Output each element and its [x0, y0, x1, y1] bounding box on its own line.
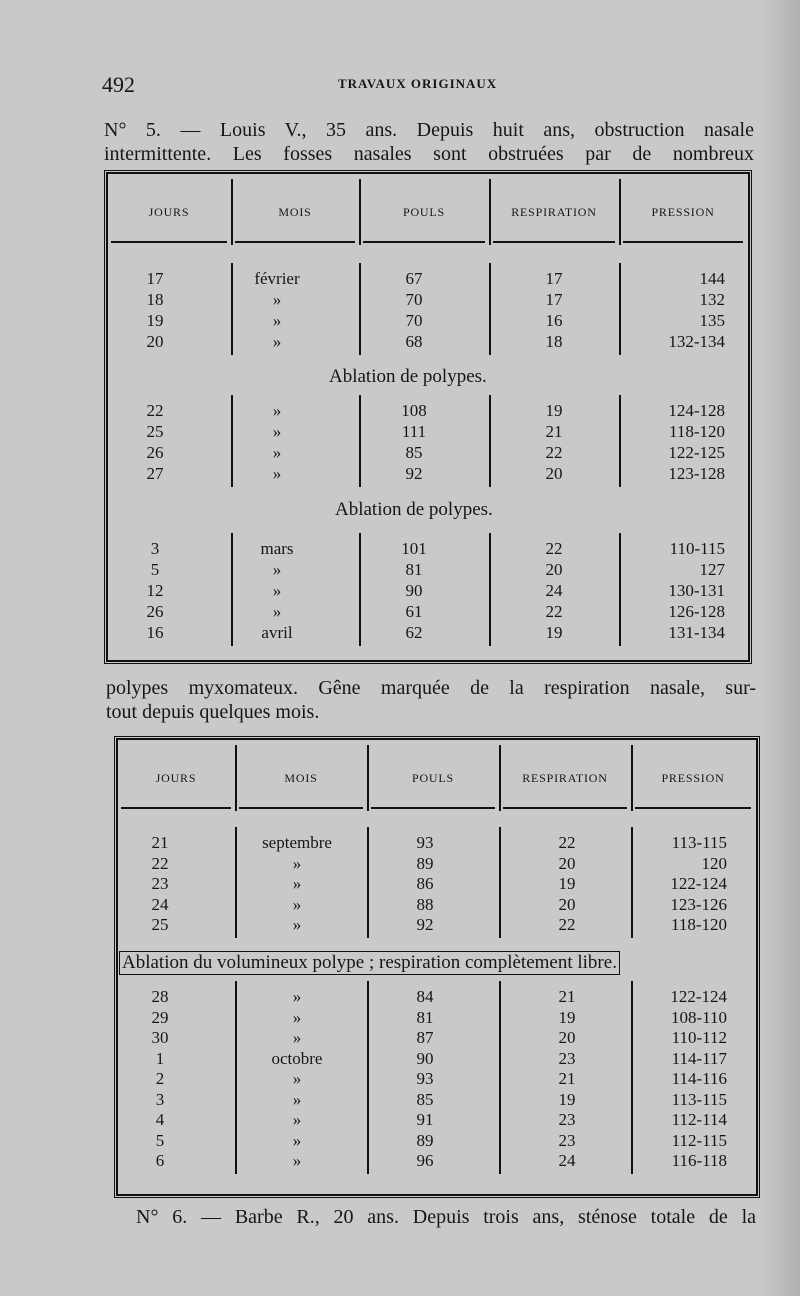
cell-day: 28 [151, 987, 169, 1006]
cell-pressure: 122-124 [670, 874, 727, 893]
cell-pressure: 135 [699, 311, 725, 330]
cell-respiration: 21 [558, 1069, 576, 1088]
cell-respiration: 19 [545, 401, 563, 420]
cell-pulse: 92 [405, 464, 423, 483]
cell-month: février [254, 269, 300, 288]
cell-pulse: 92 [416, 915, 434, 934]
cell-pressure: 113-115 [671, 1089, 727, 1109]
cell-pulse: 96 [416, 1151, 434, 1170]
cell-month: » [292, 853, 302, 873]
cell-month: » [272, 464, 282, 483]
text-line: N° 5. — Louis V., 35 ans. Depuis huit ans, obstruction nasale [104, 119, 754, 141]
table-row [117, 1090, 757, 1110]
cell-respiration: 24 [545, 581, 563, 600]
cell-day: 26 [146, 443, 164, 462]
cell-respiration: 21 [545, 422, 563, 441]
cell-pressure: 108-110 [670, 1007, 727, 1027]
column-separator [231, 179, 233, 245]
cell-month: » [272, 560, 282, 579]
cell-month: » [292, 1069, 302, 1088]
cell-month: septembre [262, 833, 332, 852]
table-row [107, 401, 749, 421]
column-header-jours: JOURS [148, 205, 190, 219]
cell-pressure: 112-115 [671, 1130, 727, 1150]
cell-pulse: 70 [405, 290, 423, 309]
cell-respiration: 22 [558, 915, 576, 934]
table-row [107, 311, 749, 331]
cell-month: » [272, 311, 282, 330]
header-rule [235, 241, 355, 243]
cell-pulse: 90 [405, 581, 423, 600]
table-row [117, 987, 757, 1007]
column-header-jours: JOURS [155, 771, 197, 785]
cell-pulse: 108 [401, 401, 427, 420]
page-edge-shadow [760, 0, 800, 1296]
cell-day: 29 [151, 1007, 169, 1027]
cell-respiration: 20 [558, 894, 576, 914]
cell-pressure: 122-124 [670, 987, 727, 1006]
cell-month: » [272, 332, 282, 351]
cell-pulse: 85 [416, 1089, 434, 1109]
header-rule [493, 241, 615, 243]
cell-day: 20 [146, 332, 164, 351]
cell-respiration: 17 [545, 269, 563, 288]
table-row [117, 1110, 757, 1130]
table-row [107, 623, 749, 643]
cell-respiration: 23 [558, 1048, 576, 1068]
cell-pressure: 132-134 [668, 332, 725, 351]
cell-pulse: 88 [416, 894, 434, 914]
cell-respiration: 20 [558, 1028, 576, 1047]
case5-intro [104, 118, 754, 166]
cell-day: 17 [146, 269, 164, 288]
cell-day: 23 [151, 874, 169, 893]
cell-pulse: 84 [416, 987, 434, 1006]
cell-pulse: 67 [405, 269, 423, 288]
table-row [107, 602, 749, 622]
cell-day: 12 [146, 581, 164, 600]
table-row [117, 1069, 757, 1089]
cell-pulse: 70 [405, 311, 423, 330]
cell-pulse: 91 [416, 1110, 434, 1129]
cell-day: 18 [146, 290, 164, 309]
cell-pulse: 93 [416, 1069, 434, 1088]
cell-month: » [292, 1151, 302, 1170]
cell-month: » [272, 422, 282, 441]
header-rule [121, 807, 231, 809]
cell-month: » [272, 602, 282, 621]
cell-pulse: 93 [416, 833, 434, 852]
cell-day: 30 [151, 1028, 169, 1047]
cell-pressure: 132 [699, 290, 725, 309]
cell-month: » [292, 894, 302, 914]
cell-pressure: 123-126 [670, 894, 727, 914]
running-title: TRAVAUX ORIGINAUX [338, 76, 498, 91]
cell-day: 2 [155, 1069, 165, 1088]
cell-pressure: 116-118 [671, 1151, 727, 1170]
cell-day: 22 [151, 853, 169, 873]
column-header-pouls: POULS [402, 205, 445, 219]
cell-respiration: 22 [545, 443, 563, 462]
cell-pressure: 144 [699, 269, 725, 288]
case6-intro [136, 1205, 756, 1229]
column-separator [367, 745, 369, 811]
cell-pulse: 89 [416, 853, 434, 873]
table-row [117, 1049, 757, 1069]
cell-pressure: 112-114 [671, 1110, 727, 1129]
table-row [107, 290, 749, 310]
cell-day: 1 [155, 1048, 165, 1068]
cell-pulse: 86 [416, 874, 434, 893]
cell-day: 22 [146, 401, 164, 420]
cell-respiration: 19 [558, 1089, 576, 1109]
column-separator [619, 179, 621, 245]
cell-day: 3 [155, 1089, 165, 1109]
cell-pressure: 130-131 [668, 581, 725, 600]
column-header-mois: MOIS [284, 771, 318, 785]
cell-day: 27 [146, 464, 164, 483]
cell-respiration: 17 [545, 290, 563, 309]
text-line: tout depuis quelques mois. [106, 701, 320, 723]
cell-pulse: 90 [416, 1048, 434, 1068]
cell-respiration: 21 [558, 987, 576, 1006]
cell-pulse: 81 [416, 1007, 434, 1027]
cell-respiration: 19 [545, 623, 563, 642]
cell-month: » [292, 874, 302, 893]
cell-month: » [292, 915, 302, 934]
cell-day: 5 [155, 1130, 165, 1150]
cell-pressure: 114-116 [671, 1069, 727, 1088]
table-row [117, 1008, 757, 1028]
table-note: Ablation de polypes. [329, 366, 487, 387]
cell-pulse: 61 [405, 602, 423, 621]
cell-pulse: 89 [416, 1130, 434, 1150]
page-header [102, 66, 762, 96]
cell-pressure: 123-128 [668, 464, 725, 483]
cell-month: octobre [271, 1048, 323, 1068]
cell-month: avril [261, 623, 293, 642]
text-line: N° 6. — Barbe R., 20 ans. Depuis trois ans, sténose totale de la [136, 1206, 756, 1228]
cell-respiration: 20 [545, 464, 563, 483]
table-case6-preceding [114, 736, 760, 1198]
table-row [107, 332, 749, 352]
cell-pressure: 113-115 [671, 833, 727, 852]
cell-day: 19 [146, 311, 164, 330]
table-row [117, 915, 757, 935]
cell-respiration: 18 [545, 332, 563, 351]
text-line: polypes myxomateux. Gêne marquée de la respiration nasale, sur- [106, 677, 756, 699]
cell-day: 3 [150, 539, 160, 558]
cell-respiration: 19 [558, 874, 576, 893]
cell-day: 26 [146, 602, 164, 621]
cell-pressure: 122-125 [668, 443, 725, 462]
cell-respiration: 20 [545, 560, 563, 579]
table-row [107, 422, 749, 442]
cell-day: 6 [155, 1151, 165, 1170]
column-separator [359, 179, 361, 245]
cell-day: 21 [151, 833, 169, 852]
cell-month: » [292, 1007, 302, 1027]
page-number: 492 [102, 72, 135, 97]
table-row [117, 874, 757, 894]
table-row [117, 1028, 757, 1048]
cell-day: 25 [151, 915, 169, 934]
column-header-respiration: RESPIRATION [522, 771, 608, 785]
cell-month: » [292, 1130, 302, 1150]
cell-pressure: 118-120 [670, 915, 727, 934]
cell-month: » [272, 290, 282, 309]
column-header-pouls: POULS [411, 771, 454, 785]
table-note: Ablation du volumineux polype ; respiration complètement libre. [119, 951, 620, 975]
cell-pressure: 110-112 [671, 1028, 727, 1047]
cell-month: » [292, 1089, 302, 1109]
column-separator [499, 745, 501, 811]
cell-day: 4 [155, 1110, 165, 1129]
cell-respiration: 24 [558, 1151, 576, 1170]
column-header-mois: MOIS [278, 205, 312, 219]
cell-month: » [292, 1110, 302, 1129]
table-note: Ablation de polypes. [335, 499, 493, 520]
cell-month: » [272, 443, 282, 462]
column-header-pression: PRESSION [651, 205, 715, 219]
table-row [117, 1131, 757, 1151]
cell-day: 5 [150, 560, 160, 579]
header-rule [239, 807, 363, 809]
cell-month: » [272, 581, 282, 600]
column-header-respiration: RESPIRATION [511, 205, 597, 219]
table-row [107, 539, 749, 559]
header-rule [111, 241, 227, 243]
table-row [107, 269, 749, 289]
cell-day: 24 [151, 894, 169, 914]
case5-continuation [106, 676, 756, 724]
cell-month: » [292, 987, 302, 1006]
cell-pulse: 101 [401, 539, 427, 558]
table-row [107, 581, 749, 601]
header-rule [503, 807, 627, 809]
cell-respiration: 23 [558, 1130, 576, 1150]
column-separator [631, 745, 633, 811]
cell-respiration: 20 [558, 853, 576, 873]
cell-respiration: 22 [558, 833, 576, 852]
header-rule [635, 807, 751, 809]
text-line: intermittente. Les fosses nasales sont obstruées par de nombreux [104, 143, 754, 165]
cell-pulse: 81 [405, 560, 423, 579]
cell-pulse: 111 [401, 422, 427, 441]
cell-pressure: 120 [701, 853, 727, 873]
cell-pressure: 127 [699, 560, 725, 579]
cell-day: 25 [146, 422, 164, 441]
cell-respiration: 23 [558, 1110, 576, 1129]
cell-respiration: 16 [545, 311, 563, 330]
cell-pressure: 126-128 [668, 602, 725, 621]
table-row [117, 833, 757, 853]
table-row [117, 854, 757, 874]
header-rule [371, 807, 495, 809]
cell-respiration: 22 [545, 539, 563, 558]
column-header-pression: PRESSION [661, 771, 725, 785]
cell-respiration: 19 [558, 1007, 576, 1027]
cell-day: 16 [146, 623, 164, 642]
cell-month: » [292, 1028, 302, 1047]
table-row [107, 464, 749, 484]
cell-pulse: 62 [405, 623, 423, 642]
column-separator [235, 745, 237, 811]
header-rule [363, 241, 485, 243]
cell-month: » [272, 401, 282, 420]
table-row [117, 1151, 757, 1171]
table-row [107, 560, 749, 580]
cell-pulse: 85 [405, 443, 423, 462]
column-separator [489, 179, 491, 245]
cell-pulse: 68 [405, 332, 423, 351]
cell-pressure: 124-128 [668, 401, 725, 420]
cell-respiration: 22 [545, 602, 563, 621]
cell-pressure: 110-115 [669, 539, 725, 558]
cell-pressure: 114-117 [671, 1048, 727, 1068]
table-case5 [104, 170, 752, 664]
table-row [107, 443, 749, 463]
table-row [117, 895, 757, 915]
cell-pressure: 131-134 [668, 623, 725, 642]
cell-month: mars [260, 539, 294, 558]
cell-pulse: 87 [416, 1028, 434, 1047]
header-rule [623, 241, 743, 243]
cell-pressure: 118-120 [668, 422, 725, 441]
